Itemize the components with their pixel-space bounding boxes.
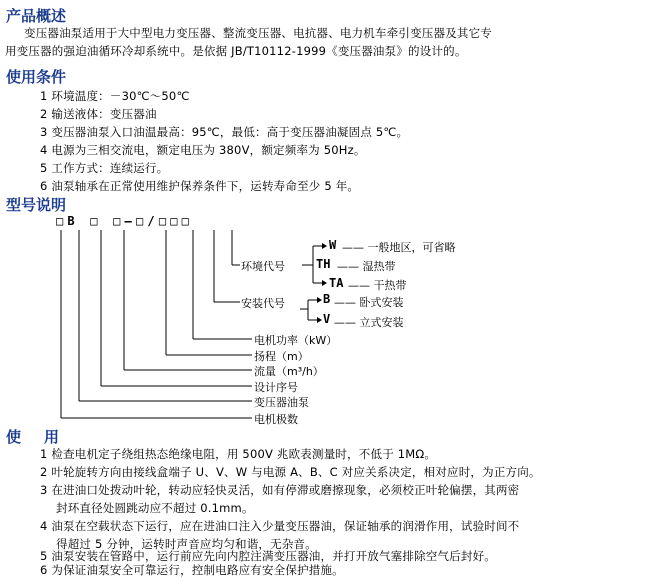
env-code-ta-desc: —— 干热带 — [348, 279, 407, 292]
model-heading: 型号说明 — [6, 196, 67, 214]
condition-item: 3 变压器油泵入口油温最高：95℃，最低：高于变压器油凝固点 5℃。 — [40, 125, 409, 139]
overview-line-1: 变压器油泵适用于大中型电力变压器、整流变压器、电抗器、电力机车牵引变压器及其它专 — [24, 26, 492, 40]
usage-item: 1 检查电机定子绕组热态绝缘电阻，用 500V 兆欧表测量时，不低于 1MΩ。 — [40, 447, 437, 461]
mount-code-label: 安装代号 — [241, 297, 285, 310]
usage-item: 6 为保证油泵安全可靠运行，控制电路应有安全保护措施。 — [40, 563, 344, 577]
usage-item: 4 油泵在空载状态下运行，应在进油口注入少量变压器油，保证轴承的润滑作用，试验时间不 — [40, 519, 520, 533]
env-code-w: W — [329, 238, 337, 252]
condition-item: 5 工作方式：连续运行。 — [40, 161, 169, 175]
condition-item: 6 油泵轴承在正常使用维护保养条件下，运转寿命至少 5 年。 — [40, 179, 360, 193]
condition-item: 2 输送液体：变压器油 — [40, 107, 157, 121]
env-code-ta: TA — [329, 276, 344, 290]
mount-code-b: B — [323, 292, 331, 306]
overview-heading: 产品概述 — [6, 7, 67, 25]
pump-label: 变压器油泵 — [254, 396, 309, 409]
env-code-th-desc: —— 湿热带 — [337, 260, 396, 273]
env-code-label: 环境代号 — [241, 260, 285, 273]
arrow-right-icon — [317, 297, 322, 303]
overview-line-2: 用变压器的强迫油循环冷却系统中。是依据 JB/T10112-1999《变压器油泵》的设计的。 — [5, 44, 467, 58]
model-code: □B □ □—□/□□□ — [56, 214, 194, 228]
conditions-heading: 使用条件 — [6, 68, 67, 86]
mount-code-b-desc: —— 卧式安装 — [334, 296, 404, 309]
poles-label: 电机极数 — [254, 413, 298, 426]
usage-item: 2 叶轮旋转方向由接线盒端子 U、V、W 与电源 A、B、C 对应关系决定，相对应时，为正方向。 — [40, 465, 541, 479]
design-no-label: 设计序号 — [254, 381, 298, 394]
head-label: 扬程（m） — [254, 350, 309, 363]
power-label: 电机功率（kW） — [254, 334, 338, 347]
mount-code-v-desc: —— 立式安装 — [334, 316, 404, 329]
arrow-right-icon — [317, 317, 322, 323]
env-code-w-desc: —— 一般地区，可省略 — [342, 241, 456, 254]
condition-item: 4 电源为三相交流电，额定电压为 380V，额定频率为 50Hz。 — [40, 143, 366, 157]
env-code-th: TH — [316, 257, 331, 271]
usage-item-cont: 封环直径处圆跳动应不超过 0.1mm。 — [56, 501, 254, 515]
arrow-right-icon — [322, 280, 327, 286]
usage-item-cont: 得超过 5 分钟，运转时声音应均匀和谐，无杂音。 — [56, 537, 317, 551]
flow-label: 流量（m³/h） — [254, 365, 324, 378]
condition-item: 1 环境温度：－30℃～50℃ — [40, 89, 190, 103]
mount-code-v: V — [323, 312, 331, 326]
usage-item: 5 油泵安装在管路中，运行前应先向内腔注满变压器油，并打开放气塞排除空气后封好。 — [40, 549, 496, 563]
usage-item: 3 在进油口处拨动叶轮，转动应轻快灵活，如有停滞或磨擦现象，必须校正叶轮偏摆，其两密 — [40, 483, 520, 497]
arrow-right-icon — [322, 243, 327, 249]
usage-heading: 使 用 — [6, 428, 64, 446]
